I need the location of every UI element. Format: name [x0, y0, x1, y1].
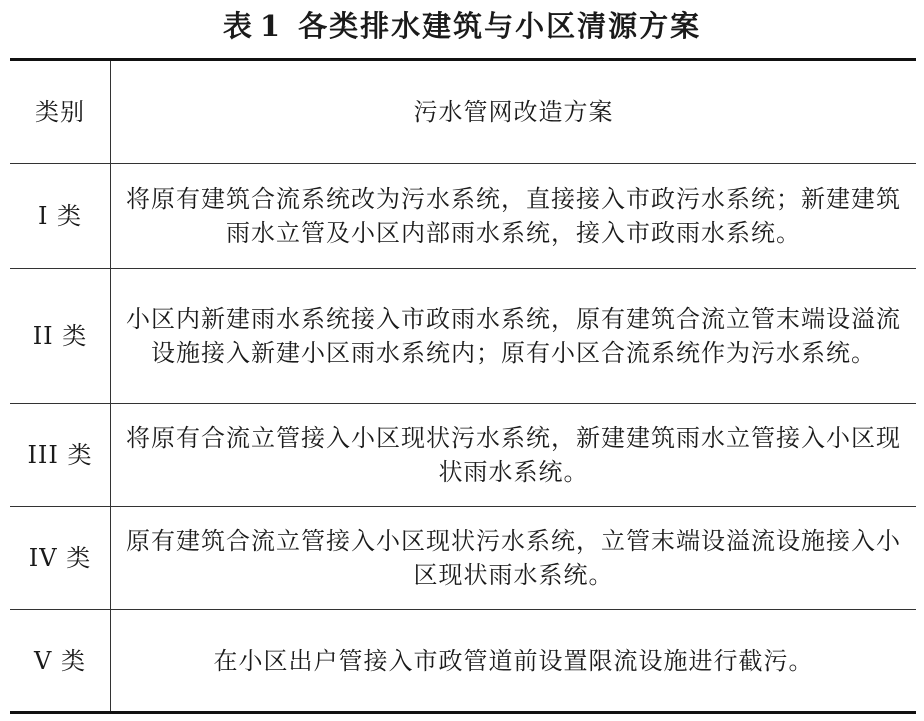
- category-cell: III 类: [10, 404, 111, 507]
- plan-cell: 原有建筑合流立管接入小区现状污水系统，立管末端设溢流设施接入小区现状雨水系统。: [126, 527, 901, 589]
- column-header-plan: 污水管网改造方案: [413, 98, 614, 126]
- plan-cell: 小区内新建雨水系统接入市政雨水系统，原有建筑合流立管末端设溢流设施接入新建小区雨水系统内；原有小区合流系统作为污水系统。: [126, 305, 901, 367]
- table-title-prefix: 表: [222, 9, 254, 43]
- table-title-text: 各类排水建筑与小区清源方案: [298, 9, 702, 43]
- plan-cell: 将原有合流立管接入小区现状污水系统，新建建筑雨水立管接入小区现状雨水系统。: [126, 424, 901, 486]
- table-row: [10, 269, 916, 404]
- plan-cell: 在小区出户管接入市政管道前设置限流设施进行截污。: [213, 646, 814, 675]
- category-cell: II 类: [10, 269, 111, 404]
- category-cell: V 类: [10, 610, 111, 713]
- table-row: [10, 164, 916, 269]
- table-title-number: 1: [259, 9, 283, 43]
- table-title: [0, 6, 924, 46]
- table-row: [10, 507, 916, 610]
- category-cell: I 类: [10, 164, 111, 269]
- table-header-row: [10, 60, 916, 164]
- category-cell: IV 类: [10, 507, 111, 610]
- table-row: [10, 404, 916, 507]
- plan-cell: 将原有建筑合流系统改为污水系统，直接接入市政污水系统；新建建筑雨水立管及小区内部雨水系统，接入市政雨水系统。: [126, 185, 901, 247]
- drainage-plan-table: [10, 58, 916, 714]
- column-header-category: 类别: [10, 60, 111, 164]
- table-row: [10, 610, 916, 713]
